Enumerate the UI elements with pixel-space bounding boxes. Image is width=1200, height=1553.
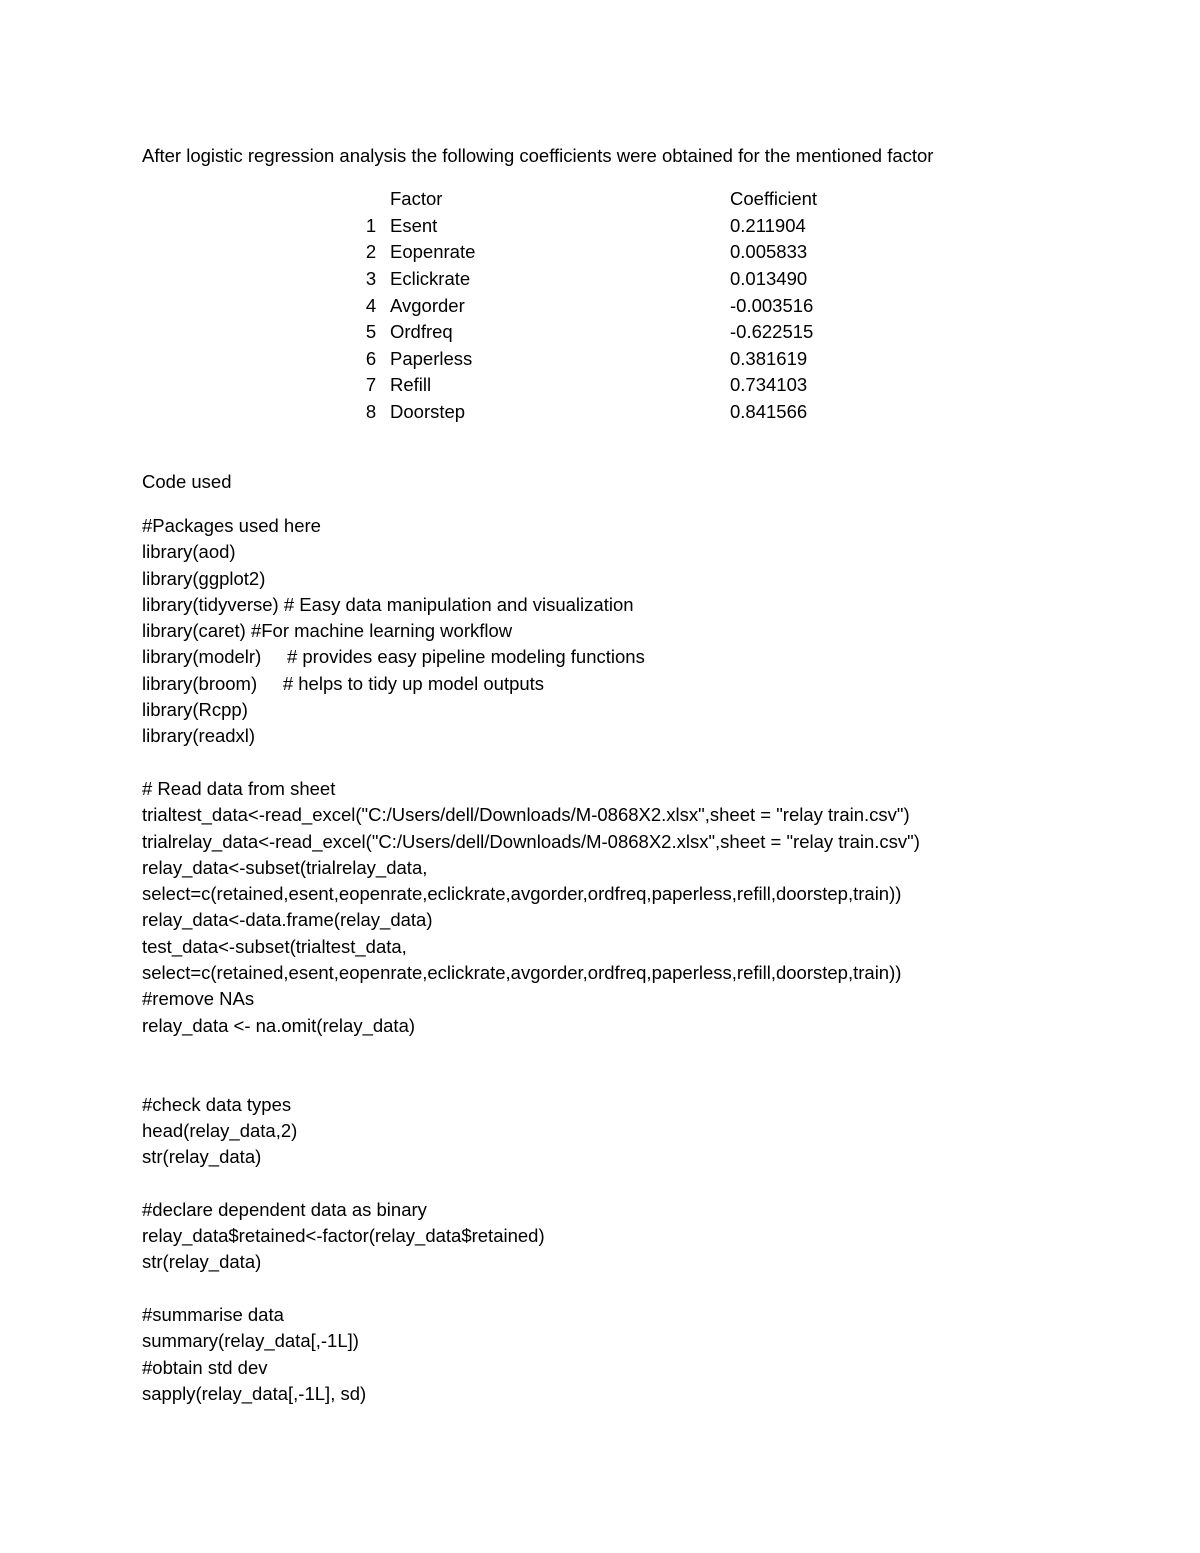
code-line: sapply(relay_data[,-1L], sd) (142, 1382, 367, 1404)
code-line: library(broom) # helps to tidy up model outputs (142, 672, 545, 694)
code-line: #remove NAs (142, 988, 255, 1010)
code-line: trialtest_data<-read_excel("C:/Users/dell/Downloads/M-0868X2.xlsx",sheet = "relay train.csv") (142, 804, 910, 826)
factor-cell: Refill (390, 374, 432, 396)
coefficient-cell: -0.622515 (730, 321, 814, 343)
blank-line (142, 1171, 920, 1197)
factor-cell: Eclickrate (390, 268, 471, 290)
code-line: library(caret) #For machine learning workflow (142, 620, 513, 642)
code-line: #obtain std dev (142, 1356, 268, 1378)
code-line: relay_data<-data.frame(relay_data) (142, 909, 433, 931)
code-listing (142, 514, 920, 1408)
code-line: # Read data from sheet (142, 777, 336, 799)
row-number: 3 (365, 268, 377, 290)
row-number: 8 (365, 401, 377, 423)
row-number: 1 (365, 214, 377, 236)
row-number: 4 (365, 294, 377, 316)
coefficient-cell: -0.003516 (730, 294, 814, 316)
coefficient-cell: 0.734103 (730, 374, 808, 396)
row-number: 5 (365, 321, 377, 343)
factor-cell: Avgorder (390, 294, 465, 316)
coefficients-table (352, 186, 930, 425)
code-line: library(tidyverse) # Easy data manipulation and visualization (142, 593, 634, 615)
row-number-header (352, 186, 390, 213)
table-row (352, 213, 930, 240)
code-line: str(relay_data) (142, 1251, 262, 1273)
factor-cell: Ordfreq (390, 321, 453, 343)
table-row (352, 239, 930, 266)
table-row (352, 292, 930, 319)
factor-cell: Paperless (390, 347, 473, 369)
table-row (352, 346, 930, 373)
code-line: relay_data <- na.omit(relay_data) (142, 1014, 416, 1036)
coefficient-cell: 0.211904 (730, 214, 806, 236)
code-line: library(readxl) (142, 725, 256, 747)
code-line: library(modelr) # provides easy pipeline modeling functions (142, 646, 645, 668)
table-row (352, 399, 930, 426)
blank-line (142, 1040, 920, 1093)
code-line: summary(relay_data[,-1L]) (142, 1330, 359, 1352)
code-line: select=c(retained,esent,eopenrate,eclickrate,avgorder,ordfreq,paperless,refill,doorstep,train)) (142, 883, 902, 905)
table-row (352, 319, 930, 346)
code-line: test_data<-subset(trialtest_data, (142, 935, 407, 957)
code-line: library(ggplot2) (142, 567, 266, 589)
blank-line (142, 1277, 920, 1303)
coefficient-header: Coefficient (730, 188, 818, 210)
factor-cell: Eopenrate (390, 241, 476, 263)
code-line: #check data types (142, 1093, 292, 1115)
table-header-row (352, 186, 930, 213)
code-heading: Code used (142, 471, 232, 492)
table-row (352, 266, 930, 293)
code-line: trialrelay_data<-read_excel("C:/Users/dell/Downloads/M-0868X2.xlsx",sheet = "relay train.csv") (142, 830, 920, 852)
code-line: library(Rcpp) (142, 699, 248, 721)
row-number: 2 (365, 241, 377, 263)
code-line: relay_data<-subset(trialrelay_data, (142, 856, 428, 878)
factor-header: Factor (390, 188, 443, 210)
code-line: relay_data$retained<-factor(relay_data$retained) (142, 1225, 545, 1247)
code-line: library(aod) (142, 541, 236, 563)
table-row (352, 372, 930, 399)
factor-cell: Esent (390, 214, 438, 236)
coefficient-cell: 0.013490 (730, 268, 808, 290)
row-number: 7 (365, 374, 377, 396)
code-line: select=c(retained,esent,eopenrate,eclickrate,avgorder,ordfreq,paperless,refill,doorstep,train)) (142, 962, 902, 984)
code-line: #summarise data (142, 1303, 284, 1325)
coefficient-cell: 0.841566 (730, 401, 808, 423)
blank-line (142, 751, 920, 777)
row-number: 6 (365, 347, 377, 369)
code-line: #Packages used here (142, 515, 321, 536)
factor-cell: Doorstep (390, 401, 466, 423)
coefficient-cell: 0.005833 (730, 241, 808, 263)
code-line: #declare dependent data as binary (142, 1198, 427, 1220)
code-line: str(relay_data) (142, 1146, 262, 1168)
intro-text: After logistic regression analysis the following coefficients were obtained for the mentioned factor (142, 145, 934, 166)
code-line: head(relay_data,2) (142, 1119, 298, 1141)
coefficient-cell: 0.381619 (730, 347, 808, 369)
